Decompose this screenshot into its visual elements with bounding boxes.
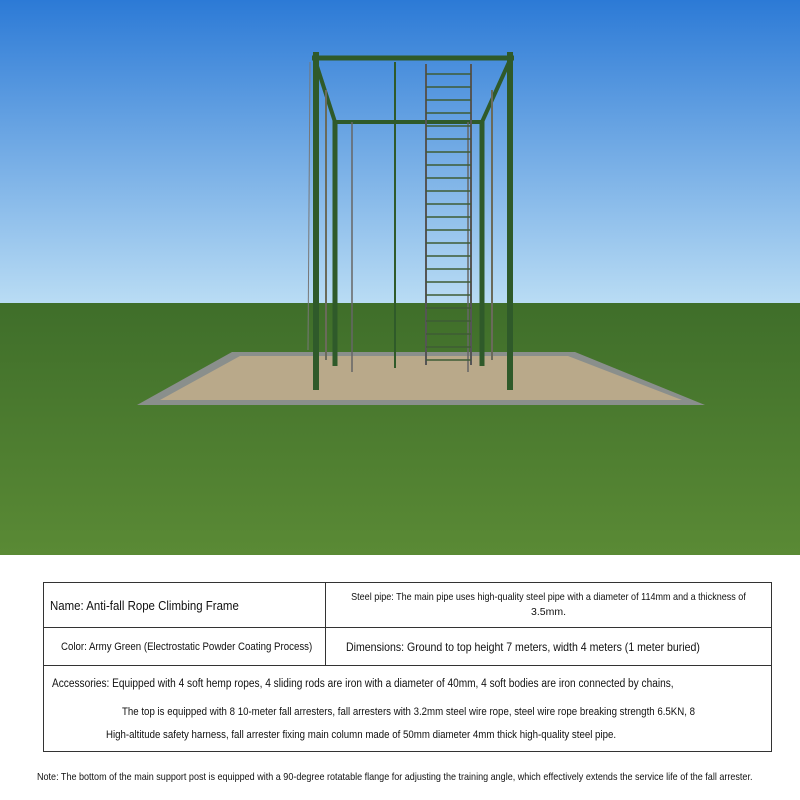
table-row: [44, 583, 771, 628]
steel-pipe-spec: Steel pipe: The main pipe uses high-quality steel pipe with a diameter of 114mm and a thickness of: [351, 591, 746, 603]
accessories-line-2: The top is equipped with 8 10-meter fall arresters, fall arresters with 3.2mm steel wire rope, steel wire rope breaking strength 6.5KN, 8: [122, 706, 696, 718]
accessories-line-1: Accessories: Equipped with 4 soft hemp ropes, 4 sliding rods are iron with a diameter of 40mm, 4 soft bodies are iron connected by chains,: [52, 678, 674, 690]
note-text: Note: The bottom of the main support post is equipped with a 90-degree rotatable flange for adjusting the training angle, which effectively extends the service life of the fall arrester.: [37, 771, 753, 783]
sky: [0, 0, 800, 303]
accessories-line-3: High-altitude safety harness, fall arrester fixing main column made of 50mm diameter 4mm thick high-quality steel pipe.: [106, 729, 617, 741]
table-row: [44, 666, 771, 751]
product-name: Name: Anti-fall Rope Climbing Frame: [50, 597, 239, 613]
steel-pipe-spec-cont: 3.5mm.: [530, 606, 566, 618]
dimensions-spec: Dimensions: Ground to top height 7 meters, width 4 meters (1 meter buried): [346, 639, 700, 654]
grass-field: [0, 303, 800, 555]
spec-table: [43, 582, 772, 752]
table-row: [44, 628, 771, 666]
color-spec: Color: Army Green (Electrostatic Powder Coating Process): [61, 640, 313, 653]
